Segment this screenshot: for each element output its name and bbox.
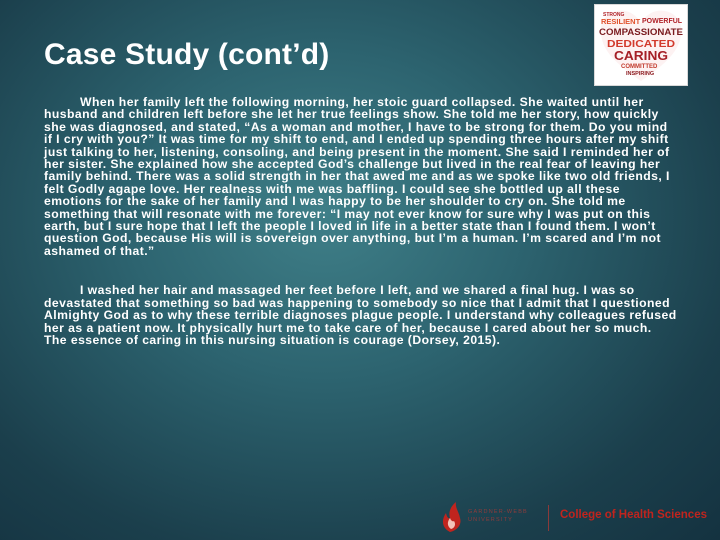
wordcloud-word: COMPASSIONATE bbox=[599, 27, 683, 37]
word-cloud-image bbox=[594, 4, 688, 86]
footer-divider bbox=[548, 505, 549, 531]
word-cloud-graphic bbox=[595, 5, 687, 85]
paragraph-1: When her family left the following morning, her stoic guard collapsed. She waited until her husband and children left before she let her true feelings show. She told me her story, how quickly she was diagnosed, and stated, “As a woman and mother, I have to be strong for them. Do you mind if I cry with you?” It was time for my shift to end, and I ended up spending three hours after my shift just talking to her, listening, consoling, and being present in the moment. She said I reminded her of her sister. She explained how she accepted God’s challenge but lived in the real fear of leaving her family behind. There was a solid strength in her that awed me and as we spoke like two old friends, I felt Godly agape love. Her realness with me was baffling. I could see she bottled up all these emotions for the sake of her family and I was happy to be her shoulder to cry on. She told me something that will resonate with me forever: “I may not ever know for sure why I was put on this earth, but I sure hope that I left the people I loved in life in a better state than I found them. I won’t question God, because His will is sovereign over anything, but I’m a human. I’m scared and I’m not ashamed of that.” bbox=[44, 95, 670, 258]
paragraph-2: I washed her hair and massaged her feet before I left, and we shared a final hug. I was so devastated that something so bad was happening to somebody so nice that I admit that I questioned Almighty God as to why these terrible diagnoses plague people. I understand why colleagues refused her as a patient now. It physically hurt me to take care of her, because I cared about her so much. The essence of caring in this nursing situation is courage (Dorsey, 2015). bbox=[44, 283, 677, 347]
wordcloud-word: COMMITTED bbox=[621, 64, 658, 70]
university-flame-icon bbox=[432, 498, 472, 538]
case-study-body bbox=[44, 96, 678, 346]
wordcloud-word: RESILIENT bbox=[601, 17, 641, 26]
wordcloud-word: POWERFUL bbox=[642, 18, 683, 25]
wordcloud-word: INSPIRING bbox=[626, 71, 655, 77]
wordcloud-word: CARING bbox=[614, 48, 668, 63]
slide-title: Case Study (cont’d) bbox=[44, 38, 330, 71]
university-name: GARDNER-WEBB UNIVERSITY bbox=[468, 509, 528, 523]
wordcloud-word: STRONG bbox=[603, 12, 625, 18]
wordcloud-word: DEDICATED bbox=[607, 39, 675, 50]
college-name: College of Health Sciences bbox=[560, 509, 707, 521]
